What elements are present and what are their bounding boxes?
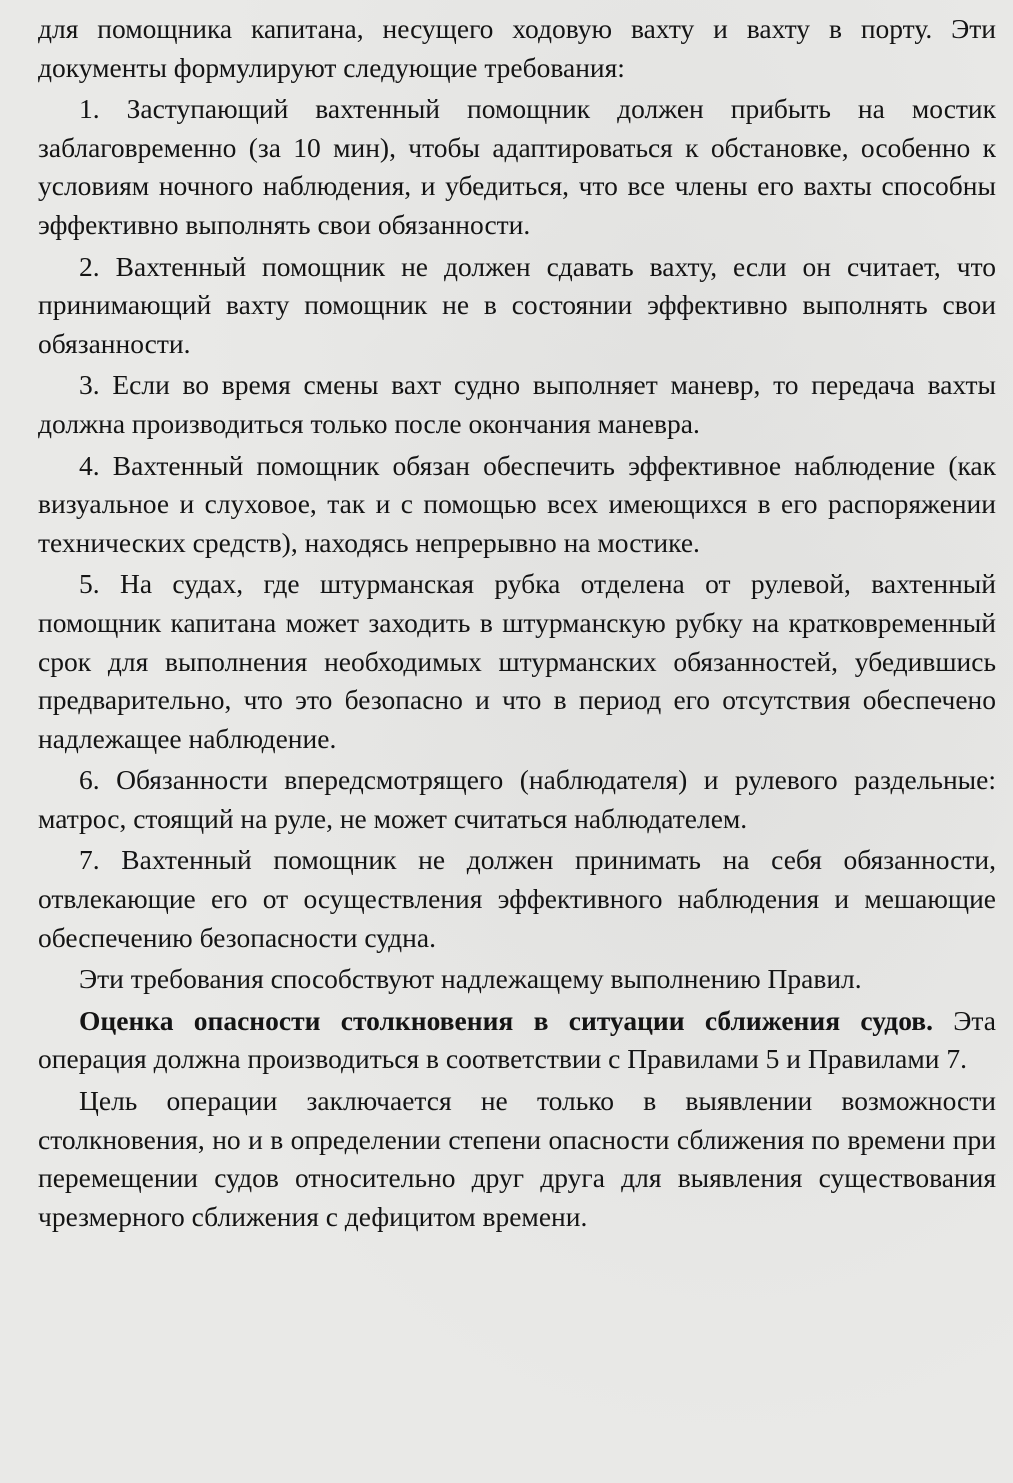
paragraph-requirement-1: 1. Заступающий вахтенный помощник должен прибыть на мостик заблаговременно (за 10 мин), чтобы адаптироваться к обстановке, особенно к условиям ночного наблюдения, и убедиться, что все члены его вахты способны эффективно выполнять свои обязанности. bbox=[38, 93, 996, 240]
paragraph-requirement-7: 7. Вахтенный помощник не должен принимать на себя обязанности, отвлекающие его от осуществления эффективного наблюдения и мешающие обеспечению безопасности судна. bbox=[38, 844, 996, 953]
paragraph-requirement-3: 3. Если во время смены вахт судно выполняет маневр, то передача вахты должна производиться только после окончания маневра. bbox=[38, 369, 996, 439]
paragraph-requirement-6: 6. Обязанности впередсмотрящего (наблюдателя) и рулевого раздельные: матрос, стоящий на руле, не может считаться наблюдателем. bbox=[38, 764, 996, 834]
paragraph-requirement-5: 5. На судах, где штурманская рубка отделена от рулевой, вахтенный помощник капитана может заходить в штурманскую рубку на кратковременный срок для выполнения необходимых штурманских обязанностей, убедившись предварительно, что это безопасно и что в период его отсутствия обеспечено надлежащее наблюдение. bbox=[38, 568, 996, 754]
paragraph-intro: для помощника капитана, несущего ходовую вахту и вахту в порту. Эти документы формулируют следующие требования: bbox=[38, 13, 996, 83]
paragraph-risk-assessment bbox=[38, 1002, 996, 1079]
text-body bbox=[38, 10, 996, 1239]
paragraph-requirement-2: 2. Вахтенный помощник не должен сдавать вахту, если он считает, что принимающий вахту помощник не в состоянии эффективно выполнять свои обязанности. bbox=[38, 250, 996, 359]
risk-heading: Оценка опасности столкновения в ситуации сближения судов. bbox=[79, 1004, 933, 1036]
paragraph-requirement-4: 4. Вахтенный помощник обязан обеспечить эффективное наблюдение (как визуальное и слуховое, так и с помощью всех имеющихся в его распоряжении технических средств), находясь непрерывно на мостике. bbox=[38, 449, 996, 558]
paragraph-final: Цель операции заключается не только в выявлении возможности столкновения, но и в определении степени опасности сближения по времени при перемещении судов относительно друг друга для выявления существования чрезмерного сближения с дефицитом времени. bbox=[38, 1085, 996, 1232]
risk-text: Эта операция должна производиться в соответствии с Правилами 5 и Правилами 7. bbox=[38, 1004, 996, 1075]
paragraph-summary: Эти требования способствуют надлежащему выполнению Правил. bbox=[79, 963, 862, 995]
